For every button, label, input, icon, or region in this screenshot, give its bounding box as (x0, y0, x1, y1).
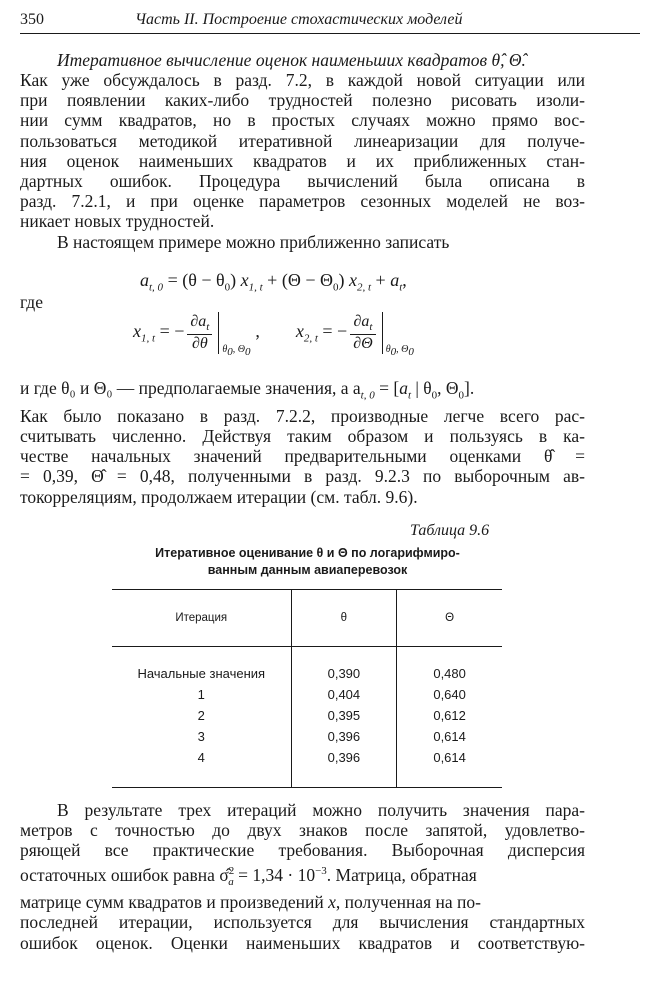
text-fragment: остаточных ошибок равна (20, 864, 215, 885)
text-fragment: матрице сумм квадратов и произведений (20, 892, 324, 913)
text-line: и где θ₀ и Θ₀ — предполагаемые значения, а $a_{t, 0} = [a_t$ | $\theta_0$, $\Theta_0$]. (20, 378, 475, 402)
text-line: ния оценок наименьших квадратов и их приближенных стан- (20, 150, 585, 171)
section-heading (20, 50, 585, 70)
text-line: метров с точностью до двух знаков после запятой, удовлетво- (20, 820, 585, 841)
column-header-theta: θ (291, 590, 397, 647)
word-where: где (20, 292, 43, 312)
running-title: Часть II. Построение стохастических моделей (135, 11, 463, 28)
running-header (20, 11, 640, 34)
text-line: ошибок оценок. Оценки наименьших квадратов и соответствую- (20, 932, 585, 953)
equation-derivatives: $x_{1, t}$ = − $\frac{\partial a_t}{\partial\theta}$ $\theta_0$, $\Theta_0$ , $x_{2, t}$ = − $\frac{\partial a_t}{\partial\Theta}$ $\theta_0$, $\Theta_0$ (133, 312, 419, 354)
paragraph-3 (20, 378, 585, 507)
text-line: ряющей все практические требования. Выборочная дисперсия (20, 840, 585, 861)
table-cell: 0,390 (291, 647, 397, 685)
table-cell: 0,614 (433, 729, 466, 744)
table-cell: 0,614 (397, 747, 502, 788)
text-line: разд. 7.2.1, и при оценке параметров сезонных моделей не воз- (20, 191, 585, 212)
table-row (112, 705, 502, 726)
table-title (110, 545, 505, 579)
table-cell: 3 (112, 726, 291, 747)
table-cell: 0,640 (433, 687, 466, 702)
text-line: при появлении каких-либо трудностей полезно рисовать изоли- (20, 90, 585, 111)
iteration-table (112, 589, 502, 788)
text-line: В настоящем примере можно приближенно записать (57, 232, 450, 252)
table-cell: 1 (112, 684, 291, 705)
section-heading-text: Итеративное вычисление оценок наименьших квадратов θ̂, Θ̂. (57, 50, 526, 70)
column-header-iteration: Итерация (112, 590, 291, 647)
text-fragment: и где θ₀ и Θ₀ — предполагаемые значения, а a (20, 378, 361, 398)
text-line: дартных ошибок. Процедура вычислений была описана в (20, 171, 585, 192)
table-header-row (112, 590, 502, 647)
table-row (112, 684, 502, 705)
text-line: матрице сумм квадратов и произведений x, полученная на по- (20, 892, 481, 913)
table-cell: 0,612 (433, 708, 466, 723)
table-title-line: ванным данным авиаперевозок (207, 563, 408, 577)
table-cell: 0,395 (291, 705, 397, 726)
text-line: пользоваться методикой итеративной линеаризации для получе- (20, 130, 585, 151)
table-cell: 2 (112, 705, 291, 726)
column-header-capital-theta: Θ (397, 590, 502, 647)
text-line: остаточных ошибок равна σ̂$^2_a$ = $1,34 \cdot 10^{-3}$. Матрица, обратная (20, 864, 477, 888)
table-cell: 0,396 (291, 726, 397, 747)
text-line: считывать численно. Действуя таким образом и пользуясь в ка- (20, 425, 585, 446)
table-cell: 0,404 (291, 684, 397, 705)
equation-linearization: $a_{t, 0} = (\theta - \theta_0) x_{1, t} + (\Theta - \Theta_0) x_{2, t} + a_t$, (140, 270, 407, 294)
text-line: нии сумм квадратов, но в простых случаях можно прямо вос- (20, 110, 585, 131)
text-line: Как было показано в разд. 7.2.2, производные легче всего рас- (20, 405, 585, 426)
paragraph-1 (20, 70, 585, 232)
paragraph-4 (20, 800, 585, 953)
text-line: последней итерации, используется для вычисления стандартных (20, 912, 585, 933)
text-line: В результате трех итераций можно получить значения пара- (57, 800, 585, 820)
table-cell: 0,396 (291, 747, 397, 788)
text-line: токорреляциям, продолжаем итерации (см. табл. 9.6). (20, 486, 418, 507)
table-cell: Начальные значения (112, 647, 291, 685)
table-row (112, 726, 502, 747)
text-line: = 0,39, Θ̂ = 0,48, полученными в разд. 9.2.3 по выборочным ав- (20, 466, 585, 487)
table-cell: 4 (112, 747, 291, 788)
table-title-line: Итеративное оценивание θ и Θ по логарифмиро- (155, 546, 460, 560)
table-cell: 0,480 (433, 666, 466, 681)
text-line: Как уже обсуждалось в разд. 7.2, в каждой новой ситуации или (20, 70, 585, 90)
page-number: 350 (20, 11, 44, 28)
paragraph-2 (20, 232, 585, 252)
table-row (112, 647, 502, 685)
table-number: Таблица 9.6 (410, 522, 490, 539)
table-row (112, 747, 502, 788)
text-line: честве начальных значений предварительными оценками θ̂ = (20, 446, 585, 467)
text-line: никает новых трудностей. (20, 211, 215, 232)
